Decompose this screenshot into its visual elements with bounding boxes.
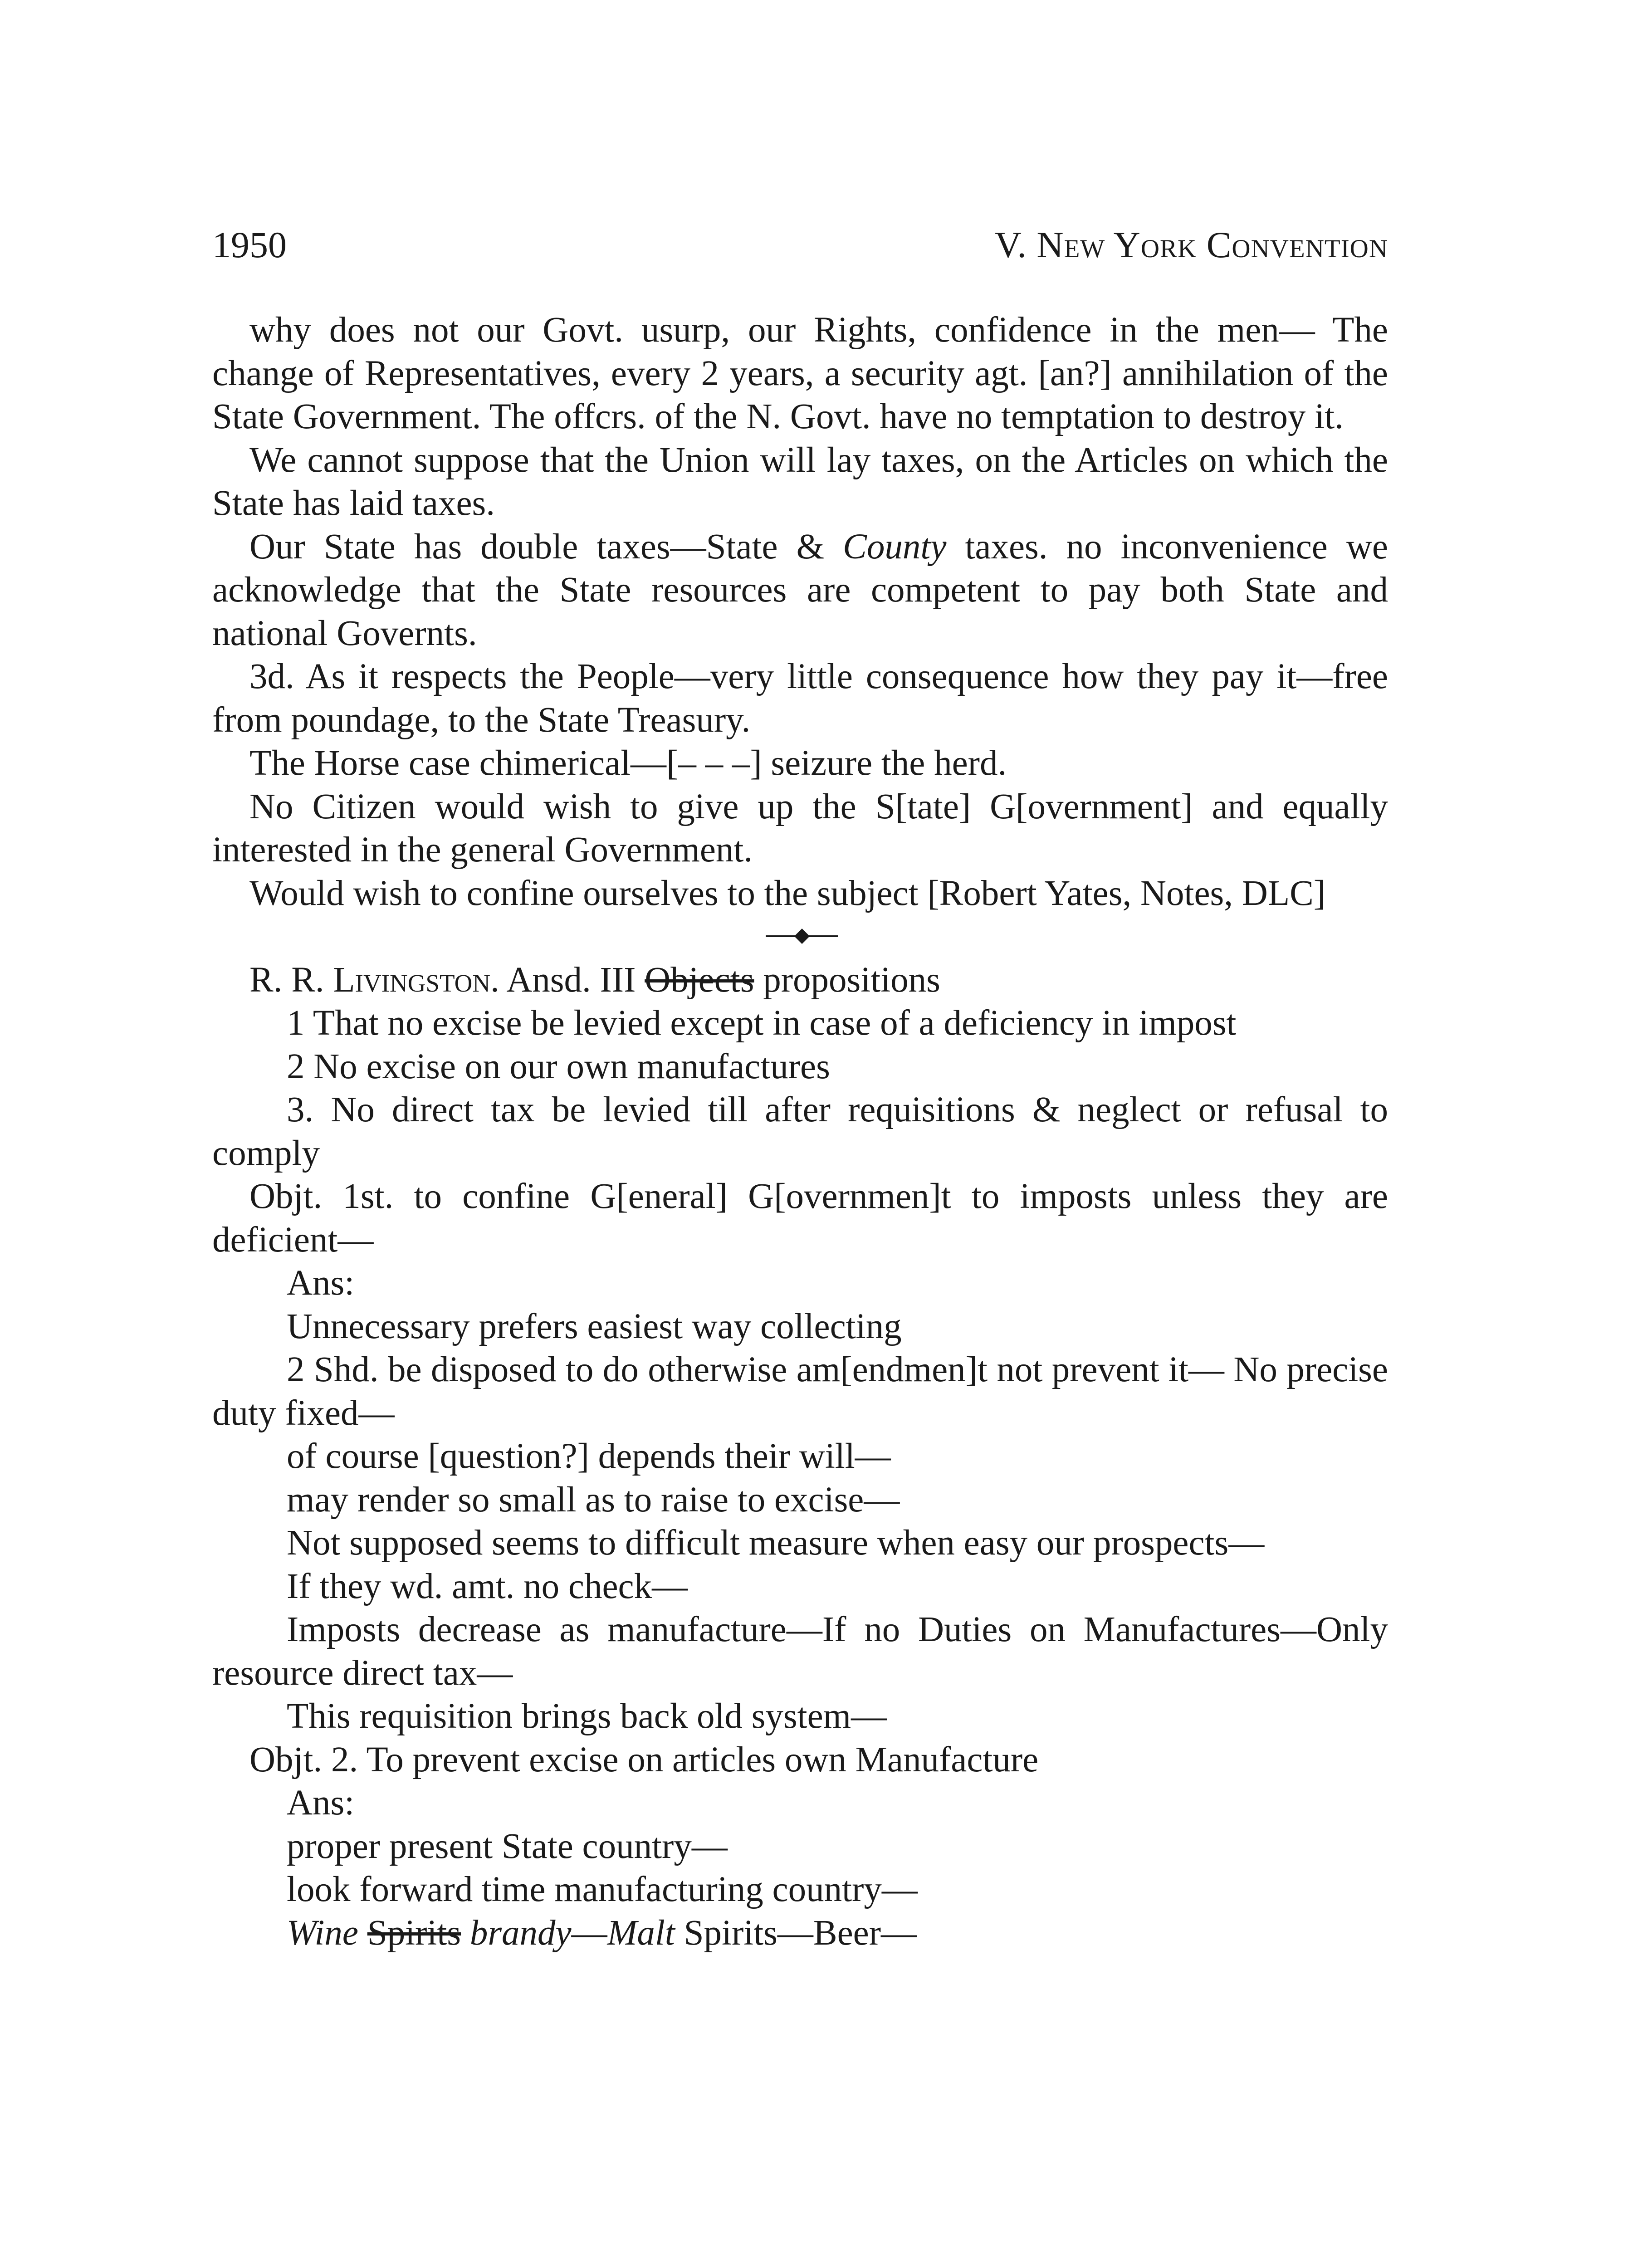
text-run: Our State has double taxes—State & — [249, 527, 843, 567]
paragraph: 2 No excise on our own manufactures — [287, 1046, 830, 1086]
paragraph: 3d. As it respects the People—very little consequence how they pay it—free from poundage, to the State Treasury. — [212, 657, 1388, 740]
italic-text: Malt — [607, 1913, 675, 1953]
paragraph — [212, 525, 1388, 655]
struck-text: Objects — [645, 960, 754, 1000]
text-run: propositions — [754, 960, 940, 1000]
section-ornament — [212, 915, 1388, 958]
paragraph — [212, 1911, 1388, 1955]
paragraph: Unnecessary prefers easiest way collecting — [287, 1306, 902, 1346]
paragraph: Imposts decrease as manufacture—If no Duties on Manufactures—Only resource direct tax— — [212, 1610, 1388, 1693]
struck-text: Spirits — [367, 1913, 461, 1953]
paragraph: We cannot suppose that the Union will lay taxes, on the Articles on which the State has laid taxes. — [212, 440, 1388, 523]
paragraph: proper present State country— — [287, 1826, 728, 1866]
paragraph: may render so small as to raise to excise— — [287, 1480, 900, 1520]
text-run: Spirits—Beer— — [675, 1913, 917, 1953]
text-run — [461, 1913, 470, 1953]
paragraph: 3. No direct tax be levied till after requisitions & neglect or refusal to comply — [212, 1090, 1388, 1173]
body-text — [212, 308, 1388, 1955]
paragraph: If they wd. amt. no check— — [287, 1566, 688, 1606]
paragraph: Objt. 2. To prevent excise on articles own Manufacture — [249, 1740, 1039, 1779]
diamond-rule-icon — [766, 925, 838, 948]
paragraph: The Horse case chimerical—[– – –] seizure the herd. — [249, 743, 1007, 783]
paragraph: Objt. 1st. to confine G[eneral] G[overnmen]t to imposts unless they are deficient— — [212, 1177, 1388, 1260]
speaker-name: R. R. Livingston — [249, 960, 491, 1000]
paragraph: 2 Shd. be disposed to do otherwise am[endmen]t not prevent it— No precise duty fixed— — [212, 1350, 1388, 1433]
text-run — [358, 1913, 367, 1953]
paragraph: Ans: — [287, 1263, 355, 1303]
paragraph: This requisition brings back old system— — [287, 1696, 887, 1736]
text-run: taxes. no inconvenience we acknowledge that the State resources are competent to pay both State and national Governts. — [212, 527, 1388, 653]
italic-text: County — [843, 527, 947, 567]
paragraph: Not supposed seems to difficult measure when easy our prospects— — [287, 1523, 1265, 1563]
paragraph: Would wish to confine ourselves to the subject [Robert Yates, Notes, DLC] — [249, 873, 1326, 913]
paragraph: 1 That no excise be levied except in case of a deficiency in impost — [287, 1003, 1237, 1043]
paragraph: Ans: — [287, 1783, 355, 1823]
paragraph — [212, 958, 1388, 1002]
paragraph: of course [question?] depends their will— — [287, 1437, 891, 1476]
paragraph: why does not our Govt. usurp, our Rights, confidence in the men— The change of Representatives, every 2 years, a security agt. [an?] annihilation of the State Government. The offcrs. of the N. Govt. have no temptation to destroy it. — [212, 310, 1388, 436]
page-header — [212, 220, 1388, 270]
page-number: 1950 — [212, 224, 287, 265]
running-head: V. New York Convention — [994, 224, 1388, 265]
text-run: — — [571, 1913, 607, 1953]
paragraph: look forward time manufacturing country— — [287, 1870, 918, 1909]
text-run: . Ansd. III — [490, 960, 645, 1000]
italic-text: Wine — [287, 1913, 358, 1953]
paragraph: No Citizen would wish to give up the S[tate] G[overnment] and equally interested in the general Government. — [212, 787, 1388, 870]
italic-text: brandy — [469, 1913, 572, 1953]
